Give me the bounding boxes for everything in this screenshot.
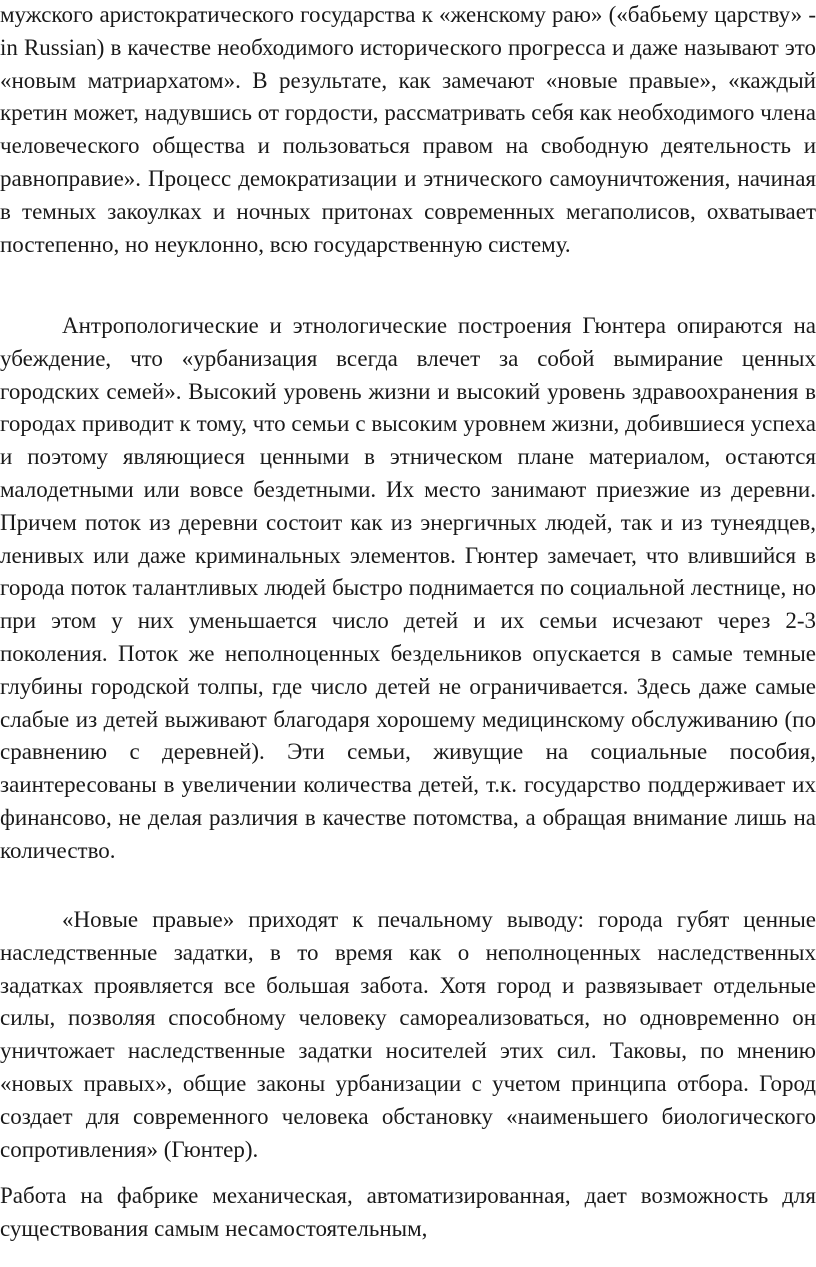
paragraph-factory-work: Работа на фабрике механическая, автоматизированная, дает возможность для существования самым несамостоятельным, [0,1183,816,1241]
paragraph-gunther-urbanization: Антропологические и этнологические построения Гюнтера опираются на убеждение, что «урбанизация всегда влечет за собой вымирание ценных городских семей». Высокий уровень жизни и высокий уровень здравоохранения в городах приводит к тому, что семьи с высоким уровнем жизни, добившиеся успеха и поэтому являющиеся ценными в этническом плане материалом, остаются малодетными или вовсе бездетными. Их место занимают приезжие из деревни. Причем поток из деревни состоит как из энергичных людей, так и из тунеядцев, ленивых или даже криминальных элементов. Гюнтер замечает, что влившийся в города поток талантливых людей быстро поднимается по социальной лестнице, но при этом у них уменьшается число детей и их семьи исчезают через 2-3 поколения. Поток же неполноценных бездельников опускается в самые темные глубины городской толпы, где число детей не ограничивается. Здесь даже самые слабые из детей выживают благодаря хорошему медицинскому обслуживанию (по сравнению с деревней). Эти семьи, живущие на социальные пособия, заинтересованы в увеличении количества детей, т.к. государство поддерживает их финансово, не делая различия в качестве потомства, а обращая внимание лишь на количество. [0,313,816,863]
paragraph-continuation: мужского аристократического государства к «женскому раю» («бабьему царству» - in Russian) в качестве необходимого исторического прогресса и даже называют это «новым матриархатом». В результате, как замечают «новые правые», «каждый кретин может, надувшись от гордости, рассматривать себя как необходимого члена человеческого общества и пользоваться правом на свободную деятельность и равноправие». Процесс демократизации и этнического самоуничтожения, начиная в темных закоулках и ночных притонах современных мегаполисов, охватывает постепенно, но неуклонно, всю государственную систему. [0,2,816,257]
paragraph-new-right-conclusion: «Новые правые» приходят к печальному выводу: города губят ценные наследственные задатки, в то время как о неполноценных наследственных задатках проявляется все большая забота. Хотя город и развязывает отдельные силы, позволяя способному человеку самореализоваться, но одновременно он уничтожает наследственные задатки носителей этих сил. Таковы, по мнению «новых правых», общие законы урбанизации с учетом принципа отбора. Город создает для современного человека обстановку «наименьшего биологического сопротивления» (Гюнтер). [0,907,816,1162]
